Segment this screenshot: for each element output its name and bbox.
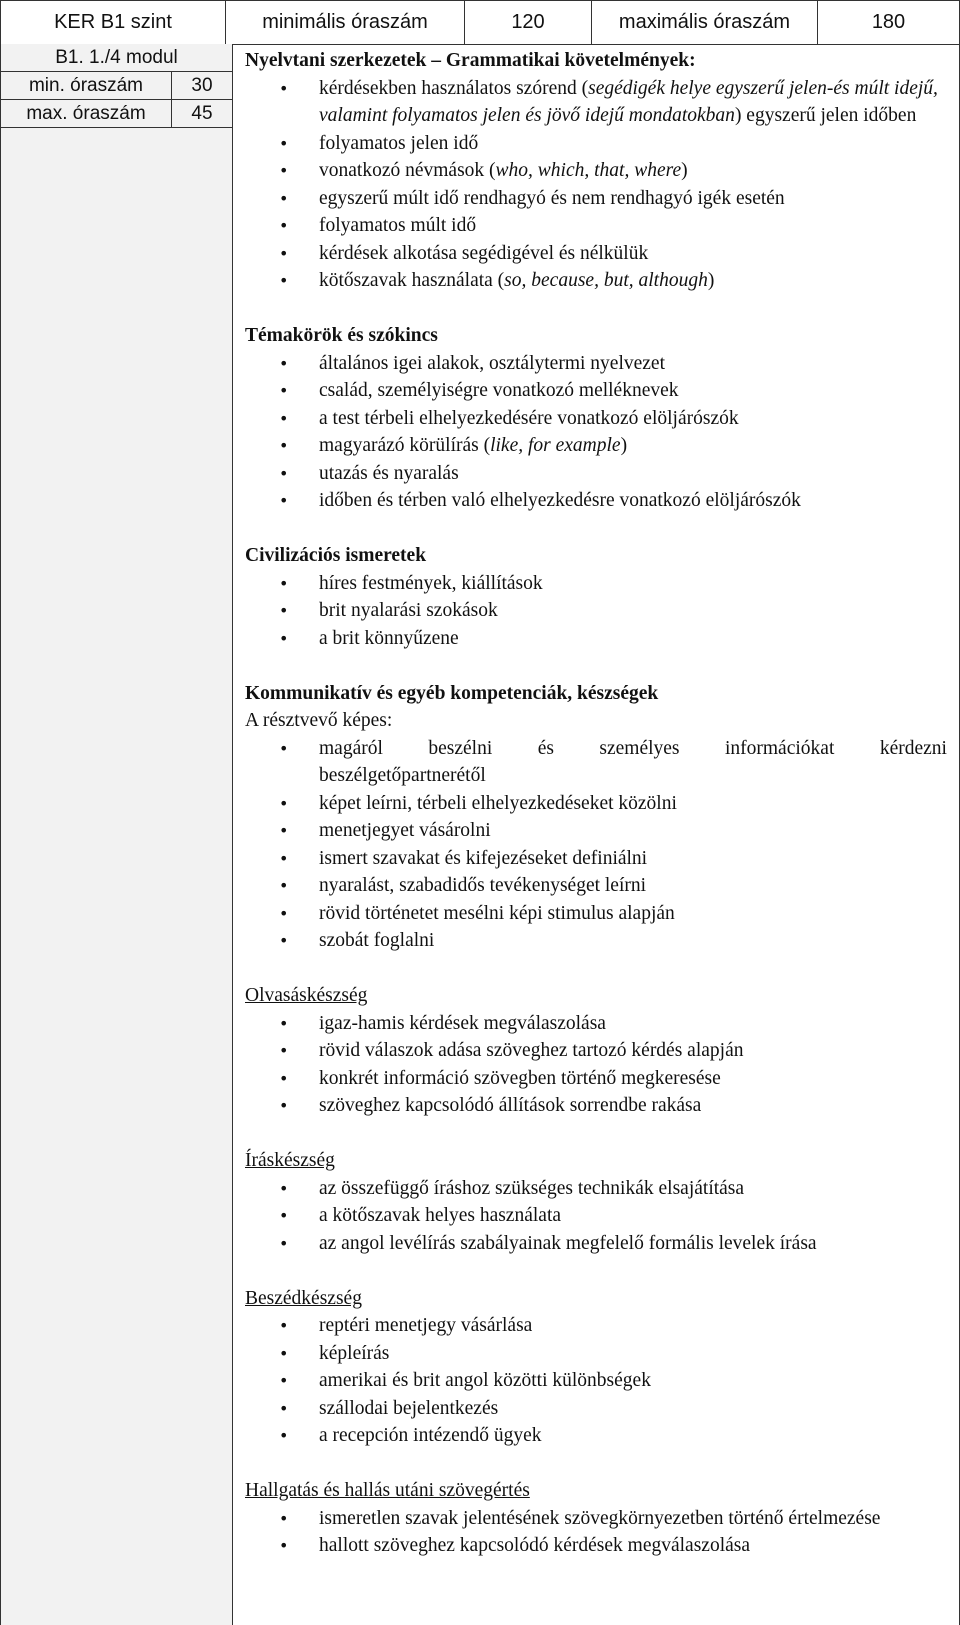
communicative-intro: A résztvevő képes: — [245, 710, 393, 731]
list-item: • konkrét információ szövegben történő megkeresése — [245, 1065, 947, 1093]
list-item: • kötőszavak használata (so, because, but, although) — [245, 267, 947, 295]
list-item: • egyszerű múlt idő rendhagyó és nem rendhagyó igék esetén — [245, 185, 947, 213]
writing-title: Íráskészség — [245, 1150, 335, 1171]
writing-list — [245, 1175, 947, 1258]
list-item: • utazás és nyaralás — [245, 460, 947, 488]
list-item: • magáról beszélni és személyes információkat kérdezni beszélgetőpartnerétől — [245, 735, 947, 790]
module-max-label: max. óraszám — [26, 102, 146, 124]
module-min-value: 30 — [171, 72, 232, 99]
grammar-title: Nyelvtani szerkezetek – Grammatikai követelmények: — [245, 50, 696, 71]
justified-line: • magáról beszélni és személyes információkat kérdezni — [319, 737, 947, 759]
list-item: • magyarázó körülírás (like, for example) — [245, 432, 947, 460]
list-item: • hallott szöveghez kapcsolódó kérdések megválaszolása — [245, 1532, 947, 1560]
list-item: • híres festmények, kiállítások — [245, 570, 947, 598]
communicative-title: Kommunikatív és egyéb kompetenciák, készségek — [245, 682, 659, 704]
list-item: • kérdésekben használatos szórend (segédigék helye egyszerű jelen-és múlt idejű, valamint folyamatos jelen és jövő idejű mondatokban) egyszerű jelen időben — [245, 75, 947, 130]
list-item: • rövid válaszok adása szöveghez tartozó kérdés alapján — [245, 1037, 947, 1065]
list-item: • menetjegyet vásárolni — [245, 817, 947, 845]
listening-list — [245, 1505, 947, 1560]
list-item: • család, személyiségre vonatkozó melléknevek — [245, 377, 947, 405]
topics-title: Témakörök és szókincs — [245, 325, 438, 346]
list-item: • az angol levélírás szabályainak megfelelő formális levelek írása — [245, 1230, 947, 1258]
module-max-row — [1, 100, 232, 128]
reading-list — [245, 1010, 947, 1120]
reading-title: Olvasáskészség — [245, 985, 368, 1006]
civilization-title: Civilizációs ismeretek — [245, 545, 427, 566]
level-cell: KER B1 szint — [0, 0, 226, 45]
list-item: • reptéri menetjegy vásárlása — [245, 1312, 947, 1340]
list-item: • ismert szavakat és kifejezéseket definiálni — [245, 845, 947, 873]
module-name: B1. 1./4 modul — [1, 44, 232, 72]
module-min-row — [1, 72, 232, 100]
listening-title: Hallgatás és hallás utáni szövegértés — [245, 1480, 530, 1501]
list-item: • brit nyalarási szokások — [245, 597, 947, 625]
list-item: • kérdések alkotása segédigével és nélkülük — [245, 240, 947, 268]
list-item: • szobát foglalni — [245, 927, 947, 955]
list-item: • amerikai és brit angol közötti különbségek — [245, 1367, 947, 1395]
list-item: • időben és térben való elhelyezkedésre vonatkozó elöljárószók — [245, 487, 947, 515]
list-item: • szállodai bejelentkezés — [245, 1395, 947, 1423]
grammar-list — [245, 75, 947, 295]
list-item: • vonatkozó névmások (who, which, that, where) — [245, 157, 947, 185]
topics-list — [245, 350, 947, 515]
civilization-list — [245, 570, 947, 653]
speaking-list — [245, 1312, 947, 1450]
list-item: • folyamatos jelen idő — [245, 130, 947, 158]
list-item: • a test térbeli elhelyezkedésére vonatkozó elöljárószók — [245, 405, 947, 433]
max-hours-value: 180 — [817, 0, 960, 45]
list-item: • az összefüggő íráshoz szükséges technikák elsajátítása — [245, 1175, 947, 1203]
list-item: • nyaralást, szabadidős tevékenységet leírni — [245, 872, 947, 900]
list-item: • a recepción intézendő ügyek — [245, 1422, 947, 1450]
module-min-label: min. óraszám — [28, 74, 144, 96]
list-item: • ismeretlen szavak jelentésének szövegkörnyezetben történő értelmezése — [245, 1505, 947, 1533]
list-item: • folyamatos múlt idő — [245, 212, 947, 240]
min-hours-value: 120 — [464, 0, 592, 45]
header-table — [0, 0, 960, 45]
module-max-value: 45 — [171, 100, 232, 127]
list-item: • képet leírni, térbeli elhelyezkedéseket közölni — [245, 790, 947, 818]
module-info-column — [0, 44, 233, 1625]
list-item: • szöveghez kapcsolódó állítások sorrendbe rakása — [245, 1092, 947, 1120]
speaking-title: Beszédkészség — [245, 1287, 362, 1309]
requirements-column — [233, 44, 960, 1625]
list-item: • általános igei alakok, osztálytermi nyelvezet — [245, 350, 947, 378]
list-item: • képleírás — [245, 1340, 947, 1368]
max-hours-label: maximális óraszám — [591, 0, 818, 45]
list-item: • a brit könnyűzene — [245, 625, 947, 653]
list-item: • a kötőszavak helyes használata — [245, 1202, 947, 1230]
list-item: • igaz-hamis kérdések megválaszolása — [245, 1010, 947, 1038]
list-item: • rövid történetet mesélni képi stimulus alapján — [245, 900, 947, 928]
communicative-list — [245, 735, 947, 955]
min-hours-label: minimális óraszám — [225, 0, 465, 45]
